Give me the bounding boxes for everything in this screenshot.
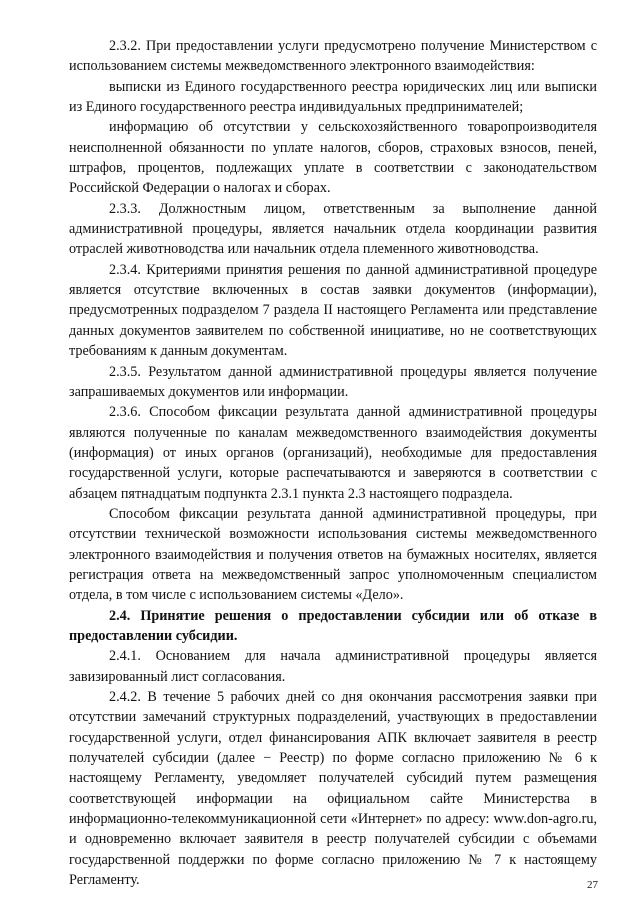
document-body bbox=[69, 36, 597, 890]
paragraph-fixation-method: Способом фиксации результата данной административной процедуры, при отсутствии технической возможности использования системы межведомственного электронного взаимодействия и получения ответов на бумажных носителях, является регистрация ответа на межведомственный запрос уполномоченным специалистом отдела, в том числе с использованием системы «Дело». bbox=[69, 505, 597, 604]
paragraph-2-4-2: 2.4.2. В течение 5 рабочих дней со дня окончания рассмотрения заявки при отсутствии замечаний структурных подразделений, участвующих в предоставлении государственной услуги, отдел финансирования АПК включает заявителя в реестр получателей субсидии (далее − Реестр) по форме согласно приложению № 6 к настоящему Регламенту, уведомляет получателей субсидий путем размещения соответствующей информации на официальном сайте Министерства в информационно-телекоммуникационной сети «Интернет» по адресу: www.don-agro.ru, и одновременно включает заявителя в реестр получателей субсидии с объемами государственной поддержки по форме согласно приложению № 7 к настоящему Регламенту. bbox=[69, 689, 597, 889]
paragraph-2-3-3: 2.3.3. Должностным лицом, ответственным за выполнение данной административной процедуры, является начальник отдела координации развития отраслей животноводства или начальник отдела племенного животноводства. bbox=[69, 200, 597, 258]
paragraph-2-4-1: 2.4.1. Основанием для начала административной процедуры является завизированный лист согласования. bbox=[69, 648, 597, 685]
paragraph-tax-info: информацию об отсутствии у сельскохозяйственного товаропроизводителя неисполненной обязанности по уплате налогов, сборов, страховых взносов, пеней, штрафов, процентов, подлежащих уплате в соответствии с законодательством Российской Федерации о налогах и сборах. bbox=[69, 119, 597, 197]
page-number: 27 bbox=[587, 879, 598, 891]
paragraph-2-3-5: 2.3.5. Результатом данной административной процедуры является получение запрашиваемых документов или информации. bbox=[69, 363, 597, 400]
section-heading-2-4: 2.4. Принятие решения о предоставлении субсидии или об отказе в предоставлении субсидии. bbox=[69, 607, 597, 644]
paragraph-2-3-4: 2.3.4. Критериями принятия решения по данной административной процедуре является отсутствие включенных в состав заявки документов (информации), предусмотренных подразделом 7 раздела II настоящего Регламента или представление данных документов заявителем по собственной инициативе, но не соответствующих требованиям к данным документам. bbox=[69, 261, 597, 360]
paragraph-egrul-extract: выписки из Единого государственного реестра юридических лиц или выписки из Единого государственного реестра индивидуальных предпринимателей; bbox=[69, 78, 597, 116]
paragraph-2-3-6: 2.3.6. Способом фиксации результата данной административной процедуры являются полученные по каналам межведомственного взаимодействия документы (информация) от иных органов (организаций), необходимые для предоставления государственной услуги, которые распечатываются и заверяются в соответствии с абзацем пятнадцатым подпункта 2.3.1 пункта 2.3 настоящего подраздела. bbox=[69, 404, 597, 502]
paragraph-2-3-2: 2.3.2. При предоставлении услуги предусмотрено получение Министерством с использованием системы межведомственного электронного взаимодействия: bbox=[69, 38, 597, 75]
